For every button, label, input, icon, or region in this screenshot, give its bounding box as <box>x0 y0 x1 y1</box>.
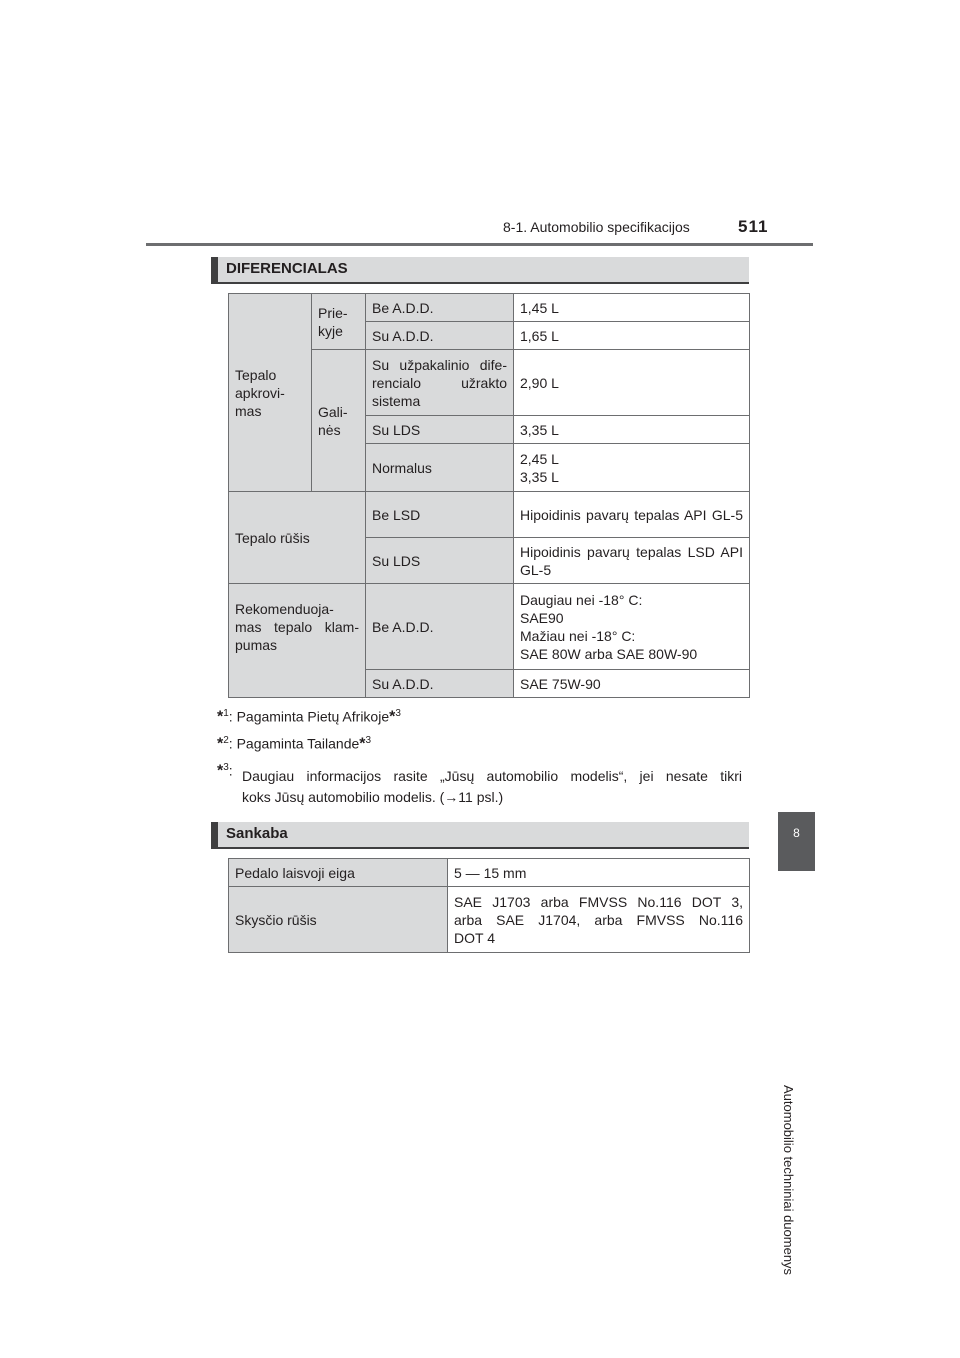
footnote-star: * <box>217 735 224 753</box>
section-accent <box>211 822 218 847</box>
table-row <box>229 492 750 538</box>
clutch-table <box>228 858 750 953</box>
cell-value: Hipoidinis pavarų tepalas LSD API GL-5 <box>514 538 750 584</box>
pedal-label: Pedalo laisvoji eiga <box>229 859 448 887</box>
section-underline <box>211 847 749 849</box>
table-row <box>229 584 750 670</box>
footnote-3-line-2: koks Jūsų automobilio modelis. (→11 psl.) <box>242 789 504 805</box>
oil-type-label: Tepalo rūšis <box>229 492 366 584</box>
cell-value: 1,45 L <box>514 294 750 322</box>
running-header-title: 8-1. Automobilio specifikacijos <box>503 219 690 235</box>
cell-condition: Su A.D.D. <box>366 322 514 350</box>
section-underline <box>211 282 749 284</box>
cell-condition: Be LSD <box>366 492 514 538</box>
footnote-star: * <box>359 735 366 753</box>
value-line: DOT 4 <box>454 929 495 946</box>
value-line: arba SAE J1704, arba FMVSS No.116 <box>454 911 743 928</box>
footnote-colon: : <box>228 762 233 779</box>
footnote-1 <box>217 708 401 727</box>
viscosity-label: Rekomenduoja- mas tepalo klam- pumas <box>229 584 366 698</box>
footnote-3-line-1: Daugiau informacijos rasite „Jūsų automobilio modelis“, jei nesate tikri <box>242 768 742 784</box>
cell-value: 3,35 L <box>514 416 750 444</box>
footnote-star: * <box>389 708 396 726</box>
footnote-marker: 2 <box>223 735 229 746</box>
capacity-label: Tepalo apkrovi- mas <box>229 294 312 492</box>
footnote-ref: 3 <box>365 735 372 746</box>
footnote-marker: 3 <box>223 762 229 773</box>
footnote-star: * <box>217 708 224 726</box>
footnote-ref: 3 <box>395 708 401 719</box>
differential-table <box>228 293 750 698</box>
table-row <box>229 887 750 953</box>
fluid-value <box>448 887 750 953</box>
page-number: 511 <box>738 217 769 236</box>
section-header-clutch <box>211 822 749 847</box>
footnote-star: * <box>217 762 224 780</box>
cell-condition: Be A.D.D. <box>366 294 514 322</box>
value-line: SAE J1703 arba FMVSS No.116 DOT 3, <box>454 893 743 910</box>
section-title: DIFERENCIALAS <box>226 260 348 277</box>
pedal-value: 5 — 15 mm <box>448 859 750 887</box>
cell-condition: Su LDS <box>366 538 514 584</box>
value-line: 3,35 L <box>520 468 559 485</box>
cell-condition: Su užpakalinio dife- rencialo užrakto sistema <box>366 350 514 416</box>
footnote-2 <box>217 735 371 754</box>
cell-condition: Su LDS <box>366 416 514 444</box>
value-line: Daugiau nei -18° C: <box>520 591 643 608</box>
chapter-label: Automobilio techniniai duomenys <box>781 1085 796 1276</box>
table-row <box>229 294 750 322</box>
cell-condition: Su A.D.D. <box>366 670 514 698</box>
footnote-3-marker <box>217 762 233 781</box>
section-header-differential <box>211 257 749 282</box>
cell-value: 2,90 L <box>514 350 750 416</box>
cell-condition: Be A.D.D. <box>366 584 514 670</box>
cell-value: Hipoidinis pavarų tepalas API GL-5 <box>514 492 750 538</box>
cell-value: 1,65 L <box>514 322 750 350</box>
cell-value <box>514 584 750 670</box>
footnote-text: : Pagaminta Pietų Afrikoje <box>228 708 390 725</box>
cell-condition: Normalus <box>366 444 514 492</box>
cell-value: SAE 75W-90 <box>514 670 750 698</box>
fluid-label: Skysčio rūšis <box>229 887 448 953</box>
rear-label: Gali- nės <box>312 350 366 492</box>
section-title: Sankaba <box>226 825 288 842</box>
chapter-tab <box>778 812 815 871</box>
section-accent <box>211 257 218 282</box>
footnote-marker: 1 <box>223 708 229 719</box>
header-rule <box>146 243 813 246</box>
value-line: Mažiau nei -18° C: <box>520 627 636 644</box>
value-line: SAE 80W arba SAE 80W-90 <box>520 645 698 662</box>
table-row <box>229 859 750 887</box>
chapter-number: 8 <box>793 826 800 840</box>
cell-value <box>514 444 750 492</box>
footnote-text: : Pagaminta Tailande <box>228 735 360 752</box>
front-label: Prie- kyje <box>312 294 366 350</box>
value-line: SAE90 <box>520 609 564 626</box>
value-line: 2,45 L <box>520 450 559 467</box>
